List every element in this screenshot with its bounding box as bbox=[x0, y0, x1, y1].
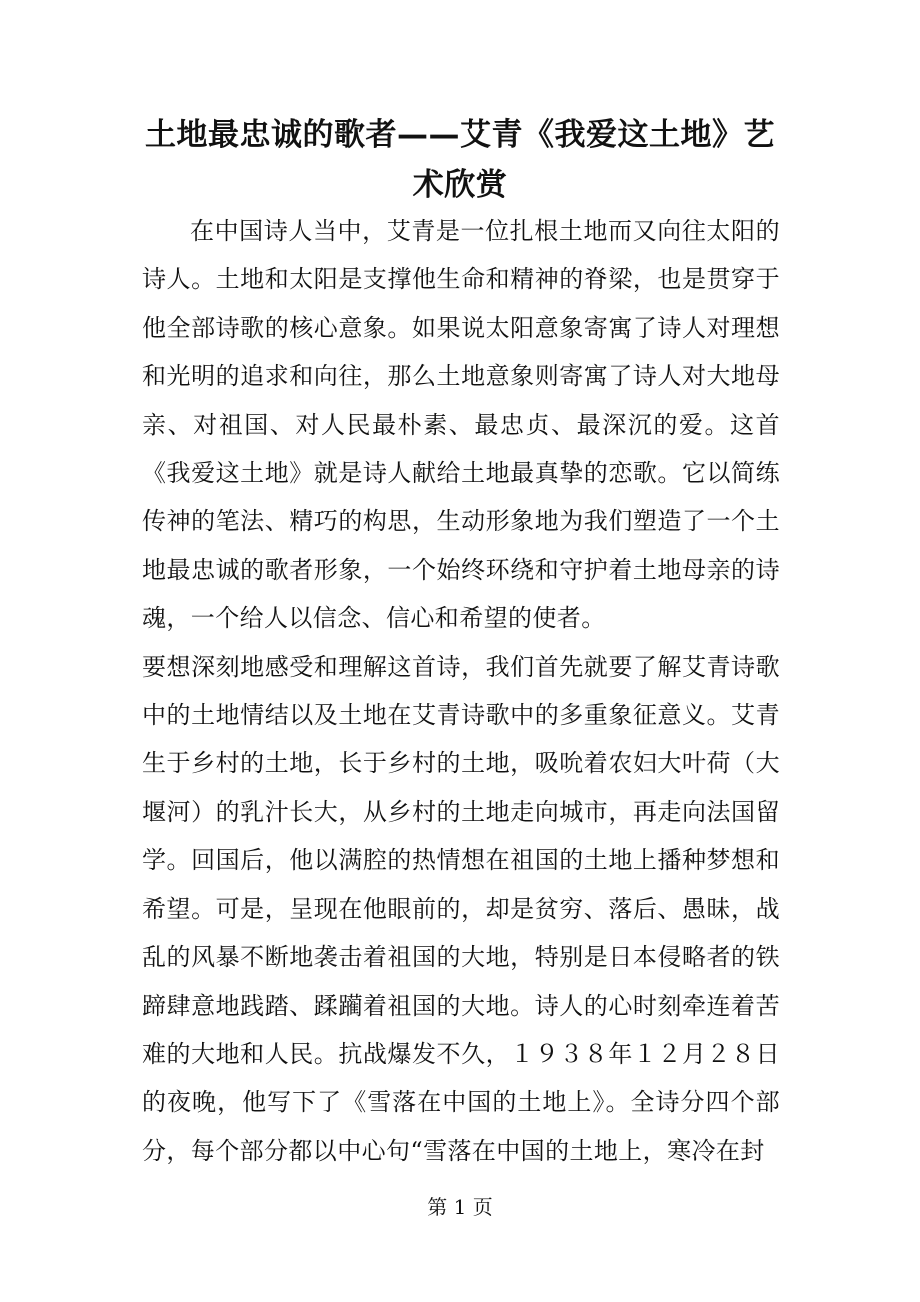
document-body bbox=[142, 207, 780, 1175]
document-title: 土地最忠诚的歌者——艾青《我爱这土地》艺术欣赏 bbox=[145, 117, 775, 203]
page-number-footer: 第 1 页 bbox=[427, 1195, 493, 1219]
paragraph-1: 在中国诗人当中，艾青是一位扎根土地而又向往太阳的诗人。土地和太阳是支撑他生命和精神的脊梁，也是贯穿于他全部诗歌的核心意象。如果说太阳意象寄寓了诗人对理想和光明的追求和向往，那么土地意象则寄寓了诗人对大地母亲、对祖国、对人民最朴素、最忠贞、最深沉的爱。这首《我爱这土地》就是诗人献给土地最真挚的恋歌。它以简练传神的笔法、精巧的构思，生动形象地为我们塑造了一个土地最忠诚的歌者形象，一个始终环绕和守护着土地母亲的诗魂，一个给人以信念、信心和希望的使者。 bbox=[142, 217, 780, 633]
paragraph-2: 要想深刻地感受和理解这首诗，我们首先就要了解艾青诗歌中的土地情结以及土地在艾青诗歌中的多重象征意义。艾青生于乡村的土地，长于乡村的土地，吸吮着农妇大叶荷（大堰河）的乳汁长大，从乡村的土地走向城市，再走向法国留学。回国后，他以满腔的热情想在祖国的土地上播种梦想和希望。可是，呈现在他眼前的，却是贫穷、落后、愚昧，战乱的风暴不断地袭击着祖国的大地，特别是日本侵略者的铁蹄肆意地践踏、蹂躏着祖国的大地。诗人的心时刻牵连着苦难的大地和人民。抗战爆发不久，１９３８年１２月２８日的夜晚，他写下了《雪落在中国的土地上》。全诗分四个部分，每个部分都以中心句“雪落在中国的土地上，寒冷在封 bbox=[142, 652, 780, 1165]
